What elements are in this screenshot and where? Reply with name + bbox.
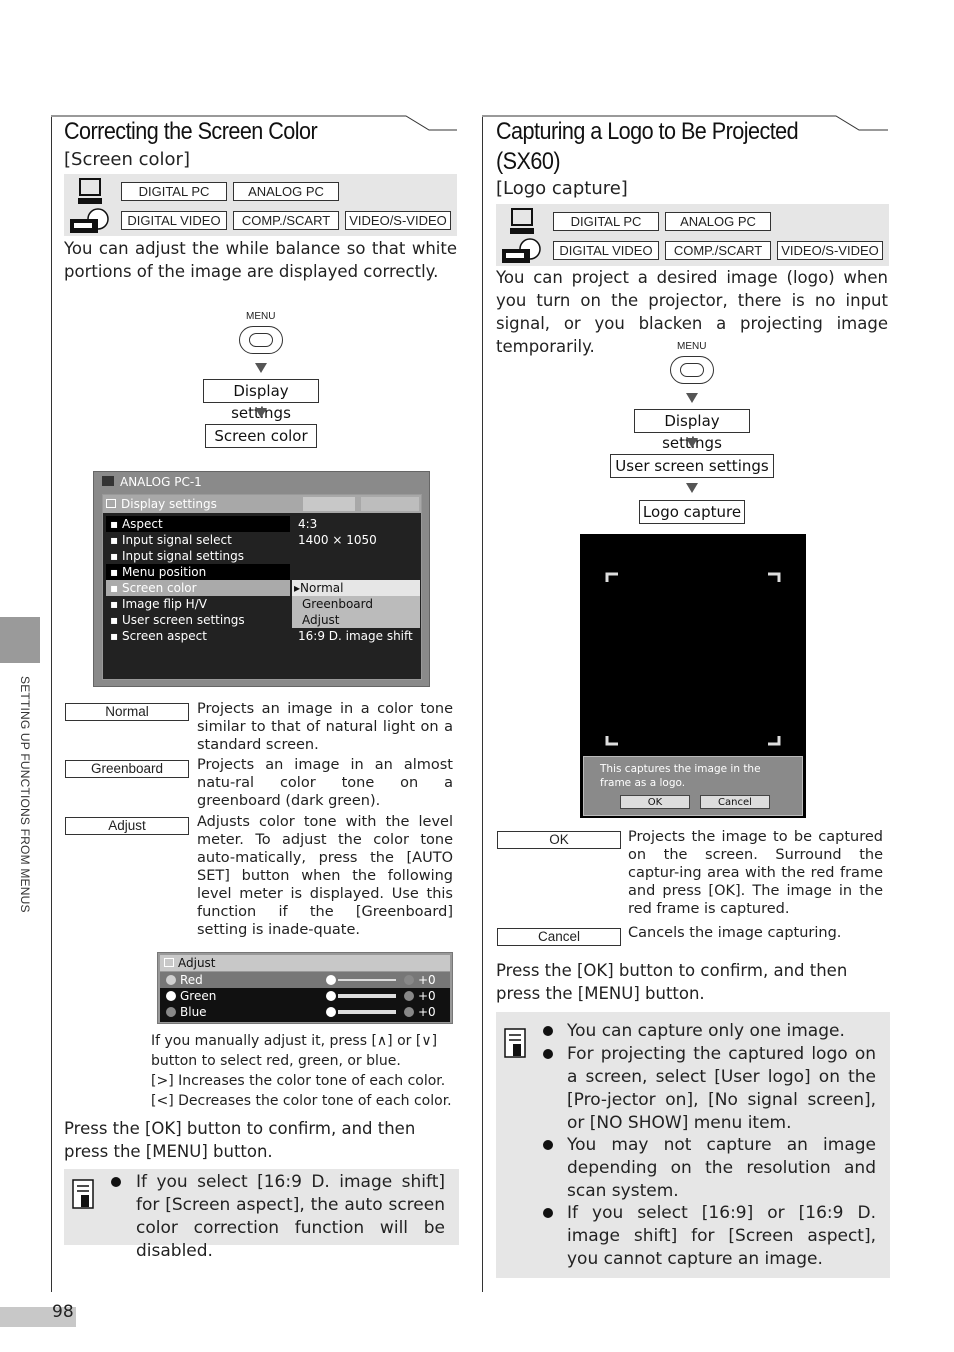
memo-icon bbox=[72, 1179, 96, 1211]
osd-value-screen-aspect: 16:9 D. image shift bbox=[298, 629, 413, 643]
menu-label: MENU bbox=[246, 311, 276, 322]
section-title-model: (SX60) bbox=[496, 148, 560, 175]
bullet-icon bbox=[543, 1026, 553, 1036]
display-icon bbox=[106, 499, 116, 508]
note-item-4: If you select [16:9] or [16:9 D. image shift] for [Screen aspect], you cannot capture an image. bbox=[567, 1203, 876, 1269]
intro-text: You can project a desired image (logo) when you turn on the projector, there is no input signal, or you blacken a projecting image temporarily. bbox=[496, 268, 888, 356]
option-label-normal: Normal bbox=[65, 703, 189, 721]
note-item-2: For projecting the captured logo on a screen, select [User logo] on the [Pro-jector on], [No signal screen], or [NO SHOW] menu item. bbox=[567, 1044, 876, 1133]
source-digital-pc: DIGITAL PC bbox=[553, 212, 659, 231]
green-dot-icon bbox=[166, 991, 176, 1001]
adjust-note-increase: [>] Increases the color tone of each color. bbox=[151, 1073, 446, 1089]
bullet-icon bbox=[111, 1177, 121, 1187]
page-number: 98 bbox=[52, 1302, 74, 1322]
video-icon bbox=[70, 207, 110, 233]
slider-track bbox=[338, 1010, 396, 1014]
option-desc-adjust: Adjusts color tone with the level meter. To adjust the color tone auto-matically, press the [AUTO SET] button when the following level meter is displayed. Use this function if the [Greenboard] setting is inade-quate. bbox=[197, 814, 453, 938]
bullet-icon bbox=[543, 1049, 553, 1059]
slider-end bbox=[404, 975, 414, 985]
memo-icon bbox=[504, 1028, 528, 1060]
menu-button-icon bbox=[670, 356, 714, 384]
adjust-osd bbox=[157, 952, 453, 1024]
osd-row-aspect: ▪ Aspect bbox=[110, 517, 163, 531]
osd-value-resolution: 1400 × 1050 bbox=[298, 533, 377, 547]
slider-knob bbox=[326, 975, 336, 985]
bullet-icon bbox=[543, 1140, 553, 1150]
right-column-rule bbox=[482, 117, 483, 1292]
adjust-label-blue: Blue bbox=[180, 1005, 207, 1019]
osd-rows bbox=[106, 516, 422, 644]
note-item-1: You can capture only one image. bbox=[567, 1021, 845, 1041]
adjust-label-green: Green bbox=[180, 989, 217, 1003]
osd-row-image-flip: ▪ Image flip H/V bbox=[110, 597, 207, 611]
down-arrow-icon bbox=[255, 363, 267, 373]
adjust-label-red: Red bbox=[180, 973, 203, 987]
computer-icon bbox=[78, 177, 104, 205]
option-label-cancel: Cancel bbox=[497, 928, 621, 946]
confirm-text: Press the [OK] button to confirm, and then press the [MENU] button. bbox=[64, 1119, 416, 1161]
chapter-label: SETTING UP FUNCTIONS FROM MENUS bbox=[18, 676, 32, 913]
osd-tab-2 bbox=[361, 497, 419, 511]
source-video-s-video: VIDEO/S-VIDEO bbox=[345, 211, 451, 230]
osd-row-screen-aspect: ▪ Screen aspect bbox=[110, 629, 207, 643]
step-screen-color: Screen color bbox=[205, 424, 317, 448]
option-label-greenboard: Greenboard bbox=[65, 760, 189, 778]
slider-end bbox=[404, 1007, 414, 1017]
source-analog-pc: ANALOG PC bbox=[233, 182, 339, 201]
adjust-value-red: +0 bbox=[418, 973, 436, 987]
option-label-ok: OK bbox=[497, 831, 621, 849]
step-user-screen-settings: User screen settings bbox=[610, 454, 774, 478]
osd-header: ANALOG PC-1 bbox=[120, 475, 202, 489]
projector-icon bbox=[102, 476, 114, 486]
down-arrow-icon bbox=[255, 408, 267, 418]
adjust-value-blue: +0 bbox=[418, 1005, 436, 1019]
down-arrow-icon bbox=[686, 393, 698, 403]
osd-row-input-signal-select: ▪ Input signal select bbox=[110, 533, 232, 547]
option-desc-cancel: Cancels the image capturing. bbox=[628, 925, 842, 941]
capture-ok-button[interactable]: OK bbox=[620, 795, 690, 809]
source-analog-pc: ANALOG PC bbox=[665, 212, 771, 231]
logo-capture-screen bbox=[580, 534, 806, 818]
step-display-settings: Display settings bbox=[203, 379, 319, 403]
slider-track bbox=[338, 979, 396, 981]
osd-row-input-signal-settings: ▪ Input signal settings bbox=[110, 549, 245, 563]
section-title: Capturing a Logo to Be Projected bbox=[496, 118, 799, 145]
option-desc-normal: Projects an image in a color tone similar to that of natural light on a standard screen. bbox=[197, 701, 453, 753]
osd-value-normal: ▸Normal bbox=[294, 581, 344, 595]
display-settings-osd bbox=[93, 471, 430, 687]
left-column-rule bbox=[51, 117, 52, 1292]
adjust-osd-title: Adjust bbox=[178, 956, 216, 970]
source-video-s-video: VIDEO/S-VIDEO bbox=[777, 241, 883, 260]
source-digital-video: DIGITAL VIDEO bbox=[553, 241, 659, 260]
osd-row-menu-position: ▪ Menu position bbox=[110, 565, 207, 579]
source-digital-video: DIGITAL VIDEO bbox=[121, 211, 227, 230]
option-desc-greenboard: Projects an image in an almost natu-ral color tone on a greenboard (dark green). bbox=[197, 757, 453, 809]
menu-label: MENU bbox=[677, 341, 707, 352]
adjust-note-select: If you manually adjust it, press [∧] or [∨] button to select red, green, or blue. bbox=[151, 1033, 438, 1069]
input-source-panel bbox=[496, 204, 889, 266]
video-icon bbox=[502, 237, 542, 263]
note-item: If you select [16:9 D. image shift] for [Screen aspect], the auto screen color correction function will be disabled. bbox=[136, 1172, 445, 1261]
osd-value-aspect: 4:3 bbox=[298, 517, 318, 531]
option-desc-ok: Projects the image to be captured on the screen. Surround the captur-ing area with the red frame and press [OK]. The image in the red frame is captured. bbox=[628, 829, 883, 917]
slider-end bbox=[404, 991, 414, 1001]
notes-panel bbox=[496, 1012, 890, 1278]
input-source-panel bbox=[64, 174, 457, 236]
intro-text: You can adjust the while balance so that white portions of the image are displayed correctly. bbox=[64, 239, 457, 281]
step-logo-capture: Logo capture bbox=[639, 500, 745, 524]
blue-dot-icon bbox=[166, 1007, 176, 1017]
osd-row-screen-color: ▪ Screen color bbox=[110, 581, 197, 595]
down-arrow-icon bbox=[686, 438, 698, 448]
adjust-value-green: +0 bbox=[418, 989, 436, 1003]
source-comp-scart: COMP./SCART bbox=[233, 211, 339, 230]
red-dot-icon bbox=[166, 975, 176, 985]
adjust-instructions bbox=[151, 1031, 457, 1111]
slider-track bbox=[338, 994, 396, 998]
capture-dialog-text: This captures the image in the frame as a logo. bbox=[600, 763, 761, 789]
capture-dialog bbox=[583, 756, 803, 816]
section-subtitle: [Logo capture] bbox=[496, 178, 628, 199]
step-display-settings: Display settings bbox=[634, 409, 750, 433]
osd-panel-title: Display settings bbox=[121, 497, 217, 511]
bullet-icon bbox=[543, 1208, 553, 1218]
option-label-adjust: Adjust bbox=[65, 817, 189, 835]
display-icon bbox=[164, 958, 174, 967]
computer-icon bbox=[510, 207, 536, 235]
chapter-tab bbox=[0, 617, 40, 663]
osd-row-user-screen-settings: ▪ User screen settings bbox=[110, 613, 245, 627]
slider-knob bbox=[326, 1007, 336, 1017]
section-title: Correcting the Screen Color bbox=[64, 118, 318, 145]
section-subtitle: [Screen color] bbox=[64, 149, 190, 170]
confirm-text: Press the [OK] button to confirm, and then press the [MENU] button. bbox=[496, 961, 848, 1003]
osd-value-adjust: Adjust bbox=[302, 613, 340, 627]
capture-cancel-button[interactable]: Cancel bbox=[700, 795, 770, 809]
note-panel bbox=[64, 1169, 459, 1261]
slider-knob bbox=[326, 991, 336, 1001]
down-arrow-icon bbox=[686, 483, 698, 493]
note-item-3: You may not capture an image depending on the resolution and scan system. bbox=[567, 1135, 876, 1201]
osd-tab-1 bbox=[303, 497, 355, 511]
menu-button-icon bbox=[239, 326, 283, 354]
source-comp-scart: COMP./SCART bbox=[665, 241, 771, 260]
osd-value-greenboard: Greenboard bbox=[302, 597, 373, 611]
adjust-note-decrease: [<] Decreases the color tone of each color. bbox=[151, 1093, 452, 1109]
source-digital-pc: DIGITAL PC bbox=[121, 182, 227, 201]
